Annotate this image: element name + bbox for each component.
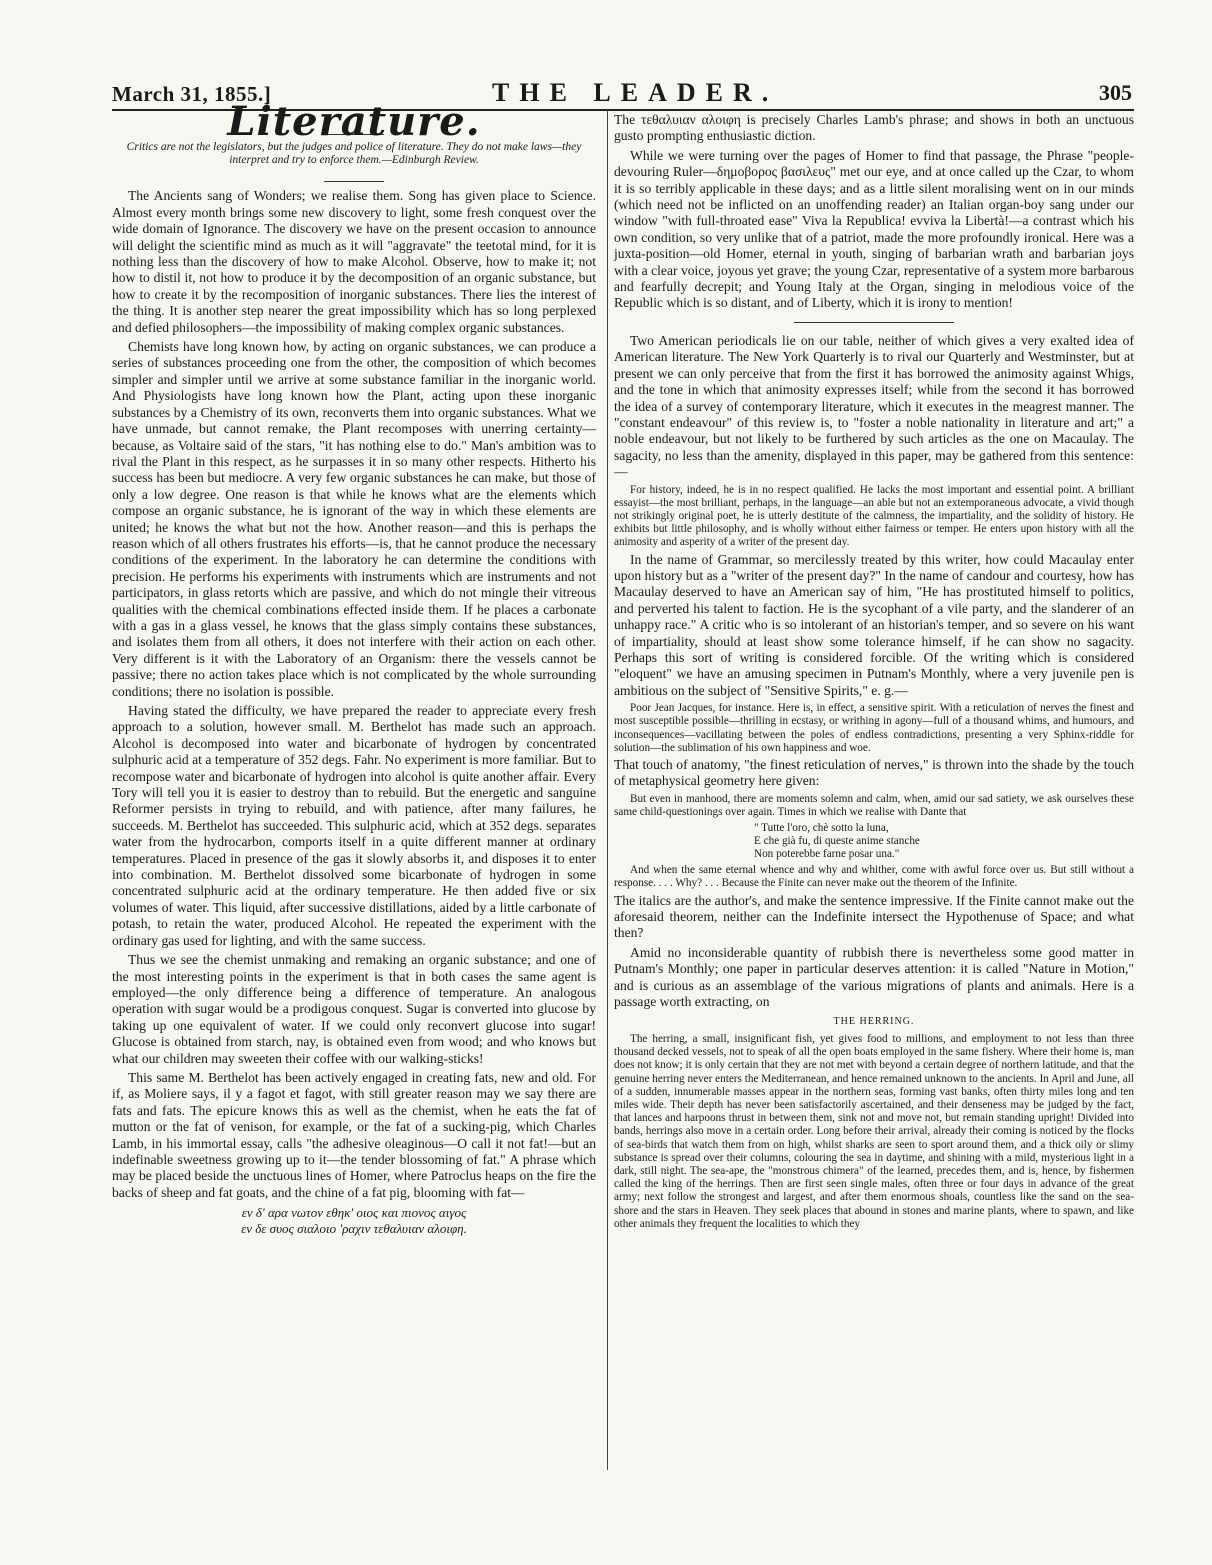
section-rule xyxy=(794,322,954,323)
paragraph: The Ancients sang of Wonders; we realise them. Song has given place to Science. Almost every month brings some new discovery to light, some fresh conquest over the wide domain of Ignorance. The discovery we have on the present occasion to announce will delight the scientific mind as much as it will "aggravate" the teetotal mind, for it is nothing less than the discovery of how to make Alcohol. Observe, how to make it; not how to distil it, not how to produce it by the decomposition of an organic substance, but how to create it by the recomposition of inorganic substances. There lies the interest of the thing. It is another step nearer the great impossibility which has so long perplexed and defied philosophers—the impossibility of making complex organic substances. xyxy=(112,188,596,335)
greek-verse xyxy=(112,1205,596,1237)
quote-text: The herring, a small, insignificant fish, yet gives food to millions, and employment to not less than three thousand decked vessels, not to speak of all the open boats employed in the same fishery. Where their home is, man does not know; it is only certain that they are not met with beyond a certain degree of northern latitude, and that the genuine herring never enters the Mediterranean, and hence remained unknown to the ancients. In April and June, all of a sudden, innumerable masses appear in the northern seas, forming vast banks, often thirty miles long and ten miles wide. Their depth has never been satisfactorily ascertained, and their denseness may be judged by the fact, that lances and harpoons thrust in between them, sink not and move not, but remain standing upright! Divided into bands, herrings also move in a certain order. Long before their arrival, already their coming is noticed by the flocks of sea-birds that watch them from on high, whilst sharks are seen to sport around them, and a thick oily or slimy substance is spread over their columns, colouring the sea in daytime, and shining with a mild, mysterious light in a dark, still night. The sea-ape, the "monstrous chimera" of the learned, precedes them, and is, hence, by fishermen called the king of the herrings. Then are first seen single males, often three or four days in advance of the great army; next follow the strongest and largest, and after them enormous shoals, countless like the sand on the sea-shore and the stars in Heaven. They seek places that abound in stones and marine plants, where to spawn, and like other animals they frequent the localities to which they xyxy=(614,1032,1134,1230)
paragraph: Chemists have long known how, by acting on organic substances, we can produce a series of substances proceeding one from the other, the composition of which becomes simpler and simpler until we arrive at some substance familiar in the inorganic world. And Physiologists have long known how the Plant, acting upon these inorganic substances by a Chemistry of its own, reconverts them into organic substances. What we have unmade, but cannot remake, the Plant recomposes with unerring certainty—because, as Voltaire said of the stars, "it has nothing else to do." Man's ambition was to rival the Plant in this respect, as he surpasses it in so many other respects. Hitherto his success has been but mediocre. A very few organic substances he can make, but those of only a low degree. One reason is that while he knows what are the elements which compose an organic substance, he is ignorant of the way in which these elements are united; he knows the what but not the how. Another reason—and this is perhaps the reason which of all others frustrates his efforts—is, that he cannot produce the necessary conditions of the experiment. In the laboratory he can determine the conditions with precision. He performs his experiments with instruments which are instruments and not participators, in glass retorts which are passive, and which do not mingle their vitreous qualities with the chemical combinations effected inside them. If he places a carbonate with a gas in a glass vessel, he knows that the glass simply contains these substances, and isolates them from all others, it does not interfere with their action on each other. Very different is it with the Laboratory of an Organism: there the vessels cannot be passive; there no action takes place which is not complicated by the whole surrounding conditions; there no isolation is possible. xyxy=(112,339,596,699)
block-quote xyxy=(614,1033,1134,1231)
verse-line: " Tutte l'oro, chè sotto la luna, xyxy=(754,822,889,835)
paragraph: The italics are the author's, and make the sentence impressive. If the Finite cannot make out the aforesaid theorem, neither can the Indefinite intersect the Hypothenuse of Space; and what then? xyxy=(614,892,1134,941)
right-column xyxy=(614,112,1134,1233)
quote-text: But even in manhood, there are moments solemn and calm, when, amid our sad satiety, we ask ourselves these same child-questionings over again. Times in which we realise with Dante that xyxy=(614,792,1134,819)
block-quote xyxy=(614,702,1134,755)
verse-line: εν δ' αρα νωτον εθηκ' οιος και πιονος αιγος xyxy=(241,1205,467,1221)
block-quote xyxy=(614,793,1134,819)
motto-rule xyxy=(324,181,384,182)
verse-line: E che già fu, di queste anime stanche xyxy=(754,835,920,848)
paragraph: Having stated the difficulty, we have prepared the reader to appreciate every fresh approach to a solution, however small. M. Berthelot has made such an approach. Alcohol is decomposed into water and bicarbonate of hydrogen by concentrated sulphuric acid at a temperature of 352 degs. Fahr. No experiment is more familiar. But to recompose water and bicarbonate of hydrogen into alcohol is quite another affair. Every Tory will tell you it is easier to destroy than to rebuild. But the energetic and sanguine Reformer persists in trying to rebuild, and with patience, after many failures, he succeeds. M. Berthelot has succeeded. This sulphuric acid, which at 352 degs. separates water from the hydrocarbon, comports itself in a quite different manner at ordinary temperatures. Placed in presence of the gas it slowly absorbs it, and disposes it to enter into combination. M. Berthelot dissolved some bicarbonate of hydrogen in some concentrated sulphuric acid at the ordinary temperature. He then added five or six volumes of water. This liquid, after successive distillations, aided by a little carbonate of potash, to retain the water, produced Alcohol. He repeated the experiment with the ordinary gas used for lighting, and with the same success. xyxy=(112,703,596,948)
paragraph: Two American periodicals lie on our table, neither of which gives a very exalted idea of American literature. The New York Quarterly is to rival our Quarterly and Westminster, but at present we can only perceive that from the first it has borrowed the animosity against Whigs, and the tone in which that animosity expresses itself; while from the second it has borrowed the idea of a survey of contemporary literature, which it executes in the meagrest manner. The "constant endeavour" of this review is, to "foster a noble nationality in literature and art;" a noble endeavour, but not likely to be furthered by such articles as the one on Macaulay. The sagacity, no less than the amenity, displayed in this paper, may be gathered from this sentence:— xyxy=(614,332,1134,480)
section-motto: Critics are not the legislators, but the judges and police of literature. They do not make laws—they interpret and try to enforce them.—Edinburgh Review. xyxy=(126,141,582,167)
issue-date: March 31, 1855.] xyxy=(112,82,272,106)
verse-line: εν δε συος σιαλοιο 'ραχιν τεθαλυιαν αλοιφη. xyxy=(241,1221,467,1237)
block-quote xyxy=(614,484,1134,550)
paragraph: While we were turning over the pages of Homer to find that passage, the Phrase "people-devouring Ruler—δημοβορος βασιλευς" met our eye, and at once called up the Czar, to whom it is so terribly applicable in these days; and as a little silent moralising went on in our minds (which need not be inflicted on an unoffending reader) an Italian organ-boy sang under our window "with full-throated ease" Viva la Republica! evviva la Libertà!—a contrast which his own condition, so very unlike that of a patriot, made the more profoundly ironical. Here was a juxta-position—old Homer, eternal in youth, singing of barbarian wrath and barbarian joys with a clear voice, joyous yet grave; the young Czar, representative of a system more barbarous and fearfully decrepit; and Young Italy at the Organ, singing in melodious voice of the Republic which is so distant, and of Liberty, which it is irony to mention! xyxy=(614,147,1134,311)
masthead: THE LEADER. xyxy=(492,78,779,107)
block-quote xyxy=(614,864,1134,890)
paragraph: Amid no inconsiderable quantity of rubbish there is nevertheless some good matter in Putnam's Monthly; one paper in particular deserves attention: it is called "Nature in Motion," and is curious as an assemblage of the various migrations of plants and animals. Here is a passage worth extracting, on xyxy=(614,944,1134,1010)
column-divider xyxy=(607,110,608,1470)
paragraph: That touch of anatomy, "the finest reticulation of nerves," is thrown into the shade by the touch of metaphysical geometry here given: xyxy=(614,757,1134,789)
left-column xyxy=(112,98,596,1243)
paragraph: Thus we see the chemist unmaking and remaking an organic substance; and one of the most interesting points in the experiment is that in both cases the same agent is employed—the only difference being a difference of temperature. An analogous operation with sugar would be a prodigous conquest. Sugar is converted into glucose by taking up one equivalent of water. If we could only reconvert glucose into sugar! Glucose is obtained from starch, nay, is obtained even from wood; and who knows but what our children may sweeten their coffee with our walking-sticks! xyxy=(112,952,596,1066)
quote-text: For history, indeed, he is in no respect qualified. He lacks the most important and essential point. A brilliant essayist—the most brilliant, perhaps, in the language—an able but not an extemporaneous advocate, a vivid though not strikingly original poet, he is utterly destitute of the calmness, the impartiality, and the solidity of history. He exhibits but little philosophy, and is wholly without either fairness or temper. He enters upon history with all the animosity and asperity of a writer of the present day. xyxy=(614,483,1134,549)
italian-verse xyxy=(754,822,1134,861)
quote-text: Poor Jean Jacques, for instance. Here is, in effect, a sensitive spirit. With a reticulation of nerves the finest and most susceptible possible—thrilling in ecstasy, or writhing in agony—full of a thousand whims, and humours, and inconsequences—vacillating between the poles of endless contradictions, presenting a very Sphinx-riddle for solution—the sublimation of his own happiness and woe. xyxy=(614,702,1134,754)
verse-line: Non poterebbe farne posar una." xyxy=(754,848,900,861)
page-number: 305 xyxy=(1099,80,1132,105)
paragraph: The τεθαλυιαν αλοιφη is precisely Charles Lamb's phrase; and shows in both an unctuous gusto prompting enthusiastic diction. xyxy=(614,112,1134,144)
quote-heading: THE HERRING. xyxy=(833,1016,915,1028)
quote-text: And when the same eternal whence and why and whither, come with awful force over us. But still without a response. . . . Why? . . . Because the Finite can never make out the theorem of the Infinite. xyxy=(614,864,1134,890)
paragraph: This same M. Berthelot has been actively engaged in creating fats, new and old. For if, as Moliere says, il y a fagot et fagot, with still greater reason may we say there are fats and fats. The epicure knows this as well as the chemist, when he eats the fat of mutton or the fat of venison, for example, or the fat of a sucking-pig, which Charles Lamb, in his immortal essay, calls "the adhesive oleaginous—O call it not fat!—but an indefinable sweetness growing up to it—the tender blossoming of fat." A phrase which may be placed beside the unctuous lines of Homer, where Patroclus heaps on the fire the backs of sheep and fat goats, and the chine of a fat pig, blooming with fat— xyxy=(112,1069,596,1200)
paragraph: In the name of Grammar, so mercilessly treated by this writer, how could Macaulay enter upon history but as a "writer of the present day?" In the name of candour and courtesy, how has Macaulay deserved to have an American say of him, "He has prostituted himself to politics, and perverted his talent to faction. He is the sycophant of a vile party, and the slanderer of an unhappy race." A critic who is so intolerant of an historian's temper, and so severe on his want of impartiality, should at least show some tolerance himself, if he can show no sagacity. Perhaps this sort of writing is considered forcible. Of the writing which is considered "eloquent" we have an amusing specimen in Putnam's Monthly, where a very juvenile pen is ambitious on the subject of "Sensitive Spirits," e. g.— xyxy=(614,551,1134,698)
section-title: Literature. xyxy=(227,98,481,145)
